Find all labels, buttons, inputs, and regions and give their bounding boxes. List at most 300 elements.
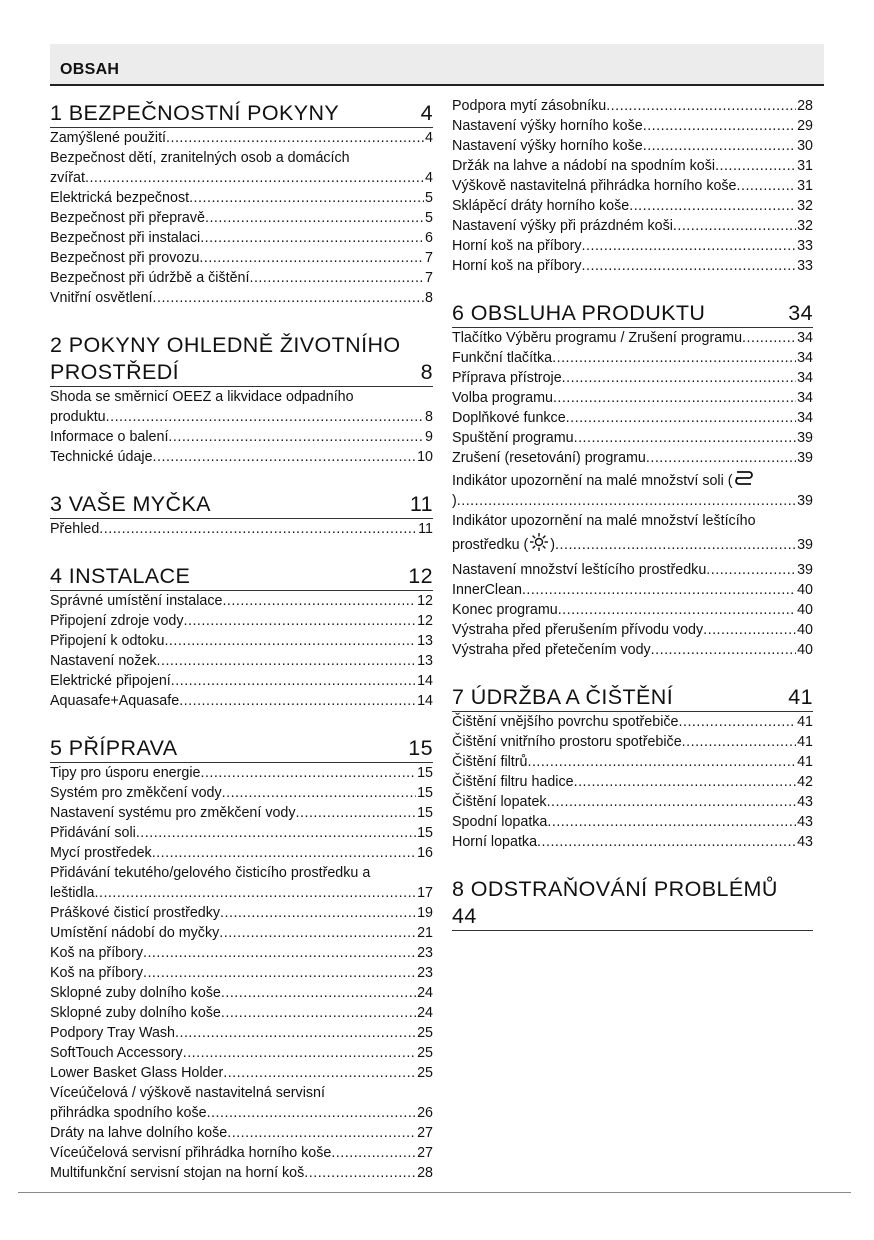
toc-entry-continuation: [50, 407, 433, 427]
toc-entry-cont-text: přihrádka spodního koše: [50, 1105, 207, 1121]
toc-entry[interactable]: [452, 812, 813, 832]
toc-entry[interactable]: [50, 1023, 433, 1043]
toc-entry-label: Multifunkční servisní stojan na horní koš: [50, 1165, 305, 1181]
toc-entry-page: 4: [425, 130, 433, 146]
leader-dots: [555, 531, 796, 560]
toc-entry-label: Aquasafe+Aquasafe: [50, 693, 180, 709]
toc-entry-label: Správné umístění instalace: [50, 593, 223, 609]
toc-entry-label: Lower Basket Glass Holder: [50, 1065, 224, 1081]
toc-entry-label: Víceúčelová servisní přihrádka horního koše: [50, 1145, 332, 1161]
toc-entry[interactable]: [452, 772, 813, 792]
toc-entry-page: 27: [417, 1145, 433, 1161]
toc-entry-page: 34: [797, 410, 813, 426]
toc-entry[interactable]: [50, 128, 433, 148]
leader-dots: [527, 752, 796, 772]
toc-entry-page: 10: [417, 449, 433, 465]
toc-section: [50, 559, 433, 711]
toc-entry[interactable]: [50, 823, 433, 843]
toc-entry-label: Zamýšlené použití: [50, 130, 167, 146]
toc-entry-page: 42: [797, 774, 813, 790]
toc-entry-continuation: [50, 1103, 433, 1123]
section-heading-title: 7 ÚDRŽBA A ČIŠTĚNÍ: [452, 685, 674, 709]
leader-dots: [522, 580, 796, 600]
toc-entry[interactable]: [50, 387, 433, 427]
toc-entry[interactable]: [452, 712, 813, 732]
toc-entry-cont-text: produktu: [50, 409, 106, 425]
toc-continued-entries: [452, 96, 813, 276]
toc-entry-continuation: [50, 168, 433, 188]
toc-right-column: [452, 96, 813, 951]
toc-entry-label-text: Bezpečnost dětí, zranitelných osob a domácích: [50, 150, 350, 166]
section-heading-title: 2 POKYNY OHLEDNĚ ŽIVOTNÍHO PROSTŘEDÍ: [50, 333, 401, 384]
toc-entry[interactable]: [50, 1123, 433, 1143]
toc-entry[interactable]: [50, 447, 433, 467]
leader-dots: [249, 268, 424, 288]
toc-entry-page: 7: [425, 270, 433, 286]
toc-entry[interactable]: [50, 188, 433, 208]
toc-entry[interactable]: [452, 216, 813, 236]
toc-entry-cont-text: prostředku (: [452, 537, 529, 553]
toc-entry[interactable]: [50, 903, 433, 923]
toc-entry-label: Horní koš na příbory: [452, 258, 582, 274]
section-heading-title: 6 OBSLUHA PRODUKTU: [452, 301, 706, 325]
toc-header-bar: [50, 44, 824, 86]
toc-entry-page: 13: [417, 653, 433, 669]
toc-entry-page: 31: [797, 158, 813, 174]
toc-entry-label: Dráty na lahve dolního koše: [50, 1125, 228, 1141]
toc-entry-label-text: Indikátor upozornění na malé množství leštícího: [452, 513, 756, 529]
toc-entry[interactable]: [50, 963, 433, 983]
toc-entry-page: 13: [417, 633, 433, 649]
toc-entry-label: Bezpečnost při údržbě a čištění: [50, 270, 250, 286]
toc-entry-continuation: [452, 531, 813, 560]
toc-entry[interactable]: [452, 328, 813, 348]
toc-entry[interactable]: [50, 843, 433, 863]
toc-entry-label: Sklopné zuby dolního koše: [50, 985, 221, 1001]
leader-dots: [643, 116, 796, 136]
toc-entry-label: Mycí prostředek: [50, 845, 152, 861]
leader-dots: [547, 792, 797, 812]
toc-entry-page: 40: [797, 602, 813, 618]
toc-entry[interactable]: [452, 560, 813, 580]
toc-entry-page: 12: [417, 593, 433, 609]
toc-entry[interactable]: [452, 368, 813, 388]
toc-title: OBSAH: [60, 61, 120, 78]
toc-entry-label: Připojení k odtoku: [50, 633, 165, 649]
toc-section: [50, 328, 433, 467]
leader-dots: [175, 1023, 416, 1043]
section-heading-page: 41: [788, 685, 813, 709]
toc-entry[interactable]: [452, 96, 813, 116]
toc-entry-page: 39: [797, 562, 813, 578]
toc-entry-page: 15: [417, 785, 433, 801]
section-heading-page: 12: [408, 564, 433, 588]
leader-dots: [574, 772, 797, 792]
section-heading-title: 1 BEZPEČNOSTNÍ POKYNY: [50, 101, 340, 125]
toc-entry-label-text: Indikátor upozornění na malé množství soli (: [452, 473, 733, 489]
toc-entry-page: 30: [797, 138, 813, 154]
toc-entry-label-text: Přidávání tekutého/gelového čisticího prostředku a: [50, 865, 371, 881]
toc-entry[interactable]: [50, 228, 433, 248]
toc-entry-label-text: Shoda se směrnicí OEEZ a likvidace odpadního: [50, 389, 354, 405]
toc-entry-page: 23: [417, 965, 433, 981]
leader-dots: [457, 491, 796, 511]
leader-dots: [552, 348, 796, 368]
leader-dots: [199, 248, 424, 268]
toc-entry-label: Zrušení (resetování) programu: [452, 450, 646, 466]
toc-entry-label: Přehled: [50, 521, 100, 537]
toc-entry-label: Čištění vnitřního prostoru spotřebiče: [452, 734, 682, 750]
toc-entry-label: Umístění nádobí do myčky: [50, 925, 220, 941]
toc-entry-page: 29: [797, 118, 813, 134]
leader-dots: [171, 671, 416, 691]
toc-entry-label: Nastavení výšky při prázdném koši: [452, 218, 673, 234]
toc-entry-page: 26: [417, 1105, 433, 1121]
toc-entry-label: Příprava přístroje: [452, 370, 562, 386]
toc-entry[interactable]: [50, 943, 433, 963]
toc-entry-page: 4: [425, 170, 433, 186]
toc-entry[interactable]: [452, 640, 813, 660]
toc-entry[interactable]: [50, 923, 433, 943]
toc-entry-page: 24: [417, 985, 433, 1001]
toc-entry-label-cont: [50, 883, 95, 903]
toc-entry-label-text: Víceúčelová / výškově nastavitelná servisní: [50, 1085, 325, 1101]
toc-entry[interactable]: [50, 863, 433, 903]
leader-dots: [737, 176, 797, 196]
leader-dots: [221, 983, 416, 1003]
toc-entry-page: 24: [417, 1005, 433, 1021]
toc-entry-label: Funkční tlačítka: [452, 350, 553, 366]
toc-entry[interactable]: [452, 732, 813, 752]
toc-entry-page: 7: [425, 250, 433, 266]
toc-entry[interactable]: [452, 580, 813, 600]
leader-dots: [296, 803, 417, 823]
toc-entry-page: 34: [797, 370, 813, 386]
leader-dots: [643, 136, 796, 156]
toc-entry-page: 33: [797, 258, 813, 274]
toc-entry-label: Spuštění programu: [452, 430, 574, 446]
leader-dots: [331, 1143, 416, 1163]
toc-section: [50, 96, 433, 308]
leader-dots: [558, 600, 796, 620]
leader-dots: [184, 611, 417, 631]
toc-entry[interactable]: [50, 1043, 433, 1063]
toc-entry-page: 17: [417, 885, 433, 901]
toc-entry-page: 19: [417, 905, 433, 921]
toc-entry-label: [452, 468, 813, 491]
toc-left-column: [50, 96, 433, 1203]
toc-entry-page: 8: [425, 409, 433, 425]
leader-dots: [222, 783, 416, 803]
toc-entry-page: 15: [417, 825, 433, 841]
toc-entry-cont-text: ): [452, 493, 457, 509]
section-heading-page: 15: [408, 736, 433, 760]
toc-entry-cont-after: ): [550, 537, 556, 553]
toc-entry-label: Práškové čisticí prostředky: [50, 905, 221, 921]
toc-entry[interactable]: [452, 116, 813, 136]
section-heading[interactable]: [50, 328, 433, 387]
leader-dots: [582, 236, 797, 256]
salt-icon: [733, 468, 755, 488]
toc-entry[interactable]: [50, 591, 433, 611]
section-heading-page: 8: [420, 360, 433, 384]
toc-entry-page: 40: [797, 622, 813, 638]
toc-entry[interactable]: [452, 468, 813, 511]
toc-entry[interactable]: [50, 651, 433, 671]
toc-entry[interactable]: [452, 448, 813, 468]
toc-entry-label: [50, 148, 433, 168]
section-heading[interactable]: [452, 680, 813, 712]
toc-entry-label: SoftTouch Accessory: [50, 1045, 183, 1061]
toc-entry[interactable]: [452, 136, 813, 156]
leader-dots: [537, 832, 796, 852]
leader-dots: [168, 427, 424, 447]
toc-entry-label: Nastavení systému pro změkčení vody: [50, 805, 296, 821]
toc-entry[interactable]: [452, 176, 813, 196]
toc-entry[interactable]: [50, 763, 433, 783]
toc-entry[interactable]: [452, 256, 813, 276]
toc-entry-label: Výstraha před přetečením vody: [452, 642, 651, 658]
toc-entry[interactable]: [50, 983, 433, 1003]
leader-dots: [629, 196, 796, 216]
leader-dots: [221, 1003, 416, 1023]
section-heading[interactable]: [452, 296, 813, 328]
toc-entry-page: 34: [797, 350, 813, 366]
section-heading[interactable]: [50, 96, 433, 128]
toc-entry-label: Bezpečnost při provozu: [50, 250, 200, 266]
toc-entry-label: Bezpečnost při instalaci: [50, 230, 201, 246]
toc-entry-page: 16: [417, 845, 433, 861]
toc-entry-label: Volba programu: [452, 390, 553, 406]
leader-dots: [673, 216, 796, 236]
toc-entry[interactable]: [452, 752, 813, 772]
leader-dots: [646, 448, 796, 468]
toc-entry-page: 32: [797, 218, 813, 234]
leader-dots: [179, 691, 416, 711]
toc-entry[interactable]: [50, 1143, 433, 1163]
leader-dots: [566, 408, 796, 428]
leader-dots: [136, 823, 416, 843]
leader-dots: [219, 923, 416, 943]
toc-entry[interactable]: [50, 691, 433, 711]
section-heading-page: 4: [420, 101, 433, 125]
leader-dots: [166, 128, 424, 148]
toc-entry-label: Čištění filtrů: [452, 754, 528, 770]
leader-dots: [153, 288, 425, 308]
toc-entry-label: Koš na příbory: [50, 945, 143, 961]
toc-entry-label: Doplňkové funkce: [452, 410, 566, 426]
toc-entry-label: Informace o balení: [50, 429, 169, 445]
toc-entry[interactable]: [452, 408, 813, 428]
toc-entry-label: Čištění vnějšího povrchu spotřebiče: [452, 714, 679, 730]
leader-dots: [183, 1043, 416, 1063]
toc-entry-label-cont: [50, 168, 85, 188]
toc-entry[interactable]: [50, 248, 433, 268]
toc-entry[interactable]: [452, 511, 813, 560]
leader-dots: [205, 208, 424, 228]
toc-entry-continuation: [452, 491, 813, 511]
section-heading[interactable]: [50, 487, 433, 519]
toc-entry[interactable]: [50, 611, 433, 631]
toc-entry-page: 14: [417, 673, 433, 689]
leader-dots: [547, 812, 796, 832]
leader-dots: [223, 1063, 416, 1083]
toc-entry[interactable]: [50, 1163, 433, 1183]
toc-entry-page: 39: [797, 450, 813, 466]
section-heading[interactable]: [452, 872, 813, 931]
toc-entry[interactable]: [452, 348, 813, 368]
toc-entry-page: 6: [425, 230, 433, 246]
toc-entry[interactable]: [50, 1003, 433, 1023]
toc-entry-page: 39: [797, 493, 813, 509]
toc-entry[interactable]: [50, 148, 433, 188]
toc-entry-label: Nastavení výšky horního koše: [452, 138, 643, 154]
toc-entry-label: Podpory Tray Wash: [50, 1025, 176, 1041]
leader-dots: [553, 388, 796, 408]
toc-entry-page: 43: [797, 834, 813, 850]
toc-entry-label: [452, 511, 813, 531]
toc-entry-page: 27: [417, 1125, 433, 1141]
toc-entry-page: 28: [797, 98, 813, 114]
leader-dots: [85, 168, 424, 188]
toc-entry-page: 41: [797, 754, 813, 770]
toc-entry-cont-text: zvířat: [50, 170, 85, 186]
leader-dots: [706, 560, 796, 580]
toc-entry-page: 43: [797, 814, 813, 830]
toc-entry-continuation: [50, 883, 433, 903]
toc-entry-page: 25: [417, 1025, 433, 1041]
toc-entry-label: Konec programu: [452, 602, 558, 618]
toc-entry-label: Nastavení množství leštícího prostředku: [452, 562, 707, 578]
toc-entry-label: Elektrické připojení: [50, 673, 171, 689]
toc-entry-label: Vnitřní osvětlení: [50, 290, 153, 306]
toc-entry-page: 34: [797, 330, 813, 346]
toc-entry[interactable]: [452, 196, 813, 216]
toc-entry[interactable]: [50, 783, 433, 803]
toc-entry-label: Bezpečnost při přepravě: [50, 210, 205, 226]
toc-entry[interactable]: [50, 803, 433, 823]
leader-dots: [582, 256, 797, 276]
leader-dots: [651, 640, 796, 660]
toc-entry-label: Výstraha před přerušením přívodu vody: [452, 622, 704, 638]
leader-dots: [679, 712, 797, 732]
toc-entry-label: Sklopné zuby dolního koše: [50, 1005, 221, 1021]
toc-entry-page: 25: [417, 1065, 433, 1081]
toc-entry-cont-text: leštidla: [50, 885, 95, 901]
toc-entry-page: 31: [797, 178, 813, 194]
toc-entry-label: Držák na lahve a nádobí na spodním koši: [452, 158, 716, 174]
leader-dots: [99, 519, 417, 539]
toc-entry[interactable]: [50, 288, 433, 308]
leader-dots: [200, 228, 424, 248]
toc-entry[interactable]: [452, 236, 813, 256]
toc-entry-label: Nastavení výšky horního koše: [452, 118, 643, 134]
toc-entry-label: Podpora mytí zásobníku: [452, 98, 607, 114]
leader-dots: [207, 1103, 417, 1123]
toc-entry[interactable]: [452, 620, 813, 640]
toc-entry-label: [50, 863, 433, 883]
toc-entry-page: 5: [425, 190, 433, 206]
toc-entry[interactable]: [452, 792, 813, 812]
leader-dots: [189, 188, 424, 208]
toc-entry[interactable]: [452, 388, 813, 408]
leader-dots: [95, 883, 417, 903]
toc-entry-label: [50, 1083, 433, 1103]
section-heading-title: 5 PŘÍPRAVA: [50, 736, 178, 760]
leader-dots: [222, 591, 416, 611]
leader-dots: [152, 843, 416, 863]
toc-entry-page: 39: [797, 430, 813, 446]
toc-entry-page: 39: [797, 537, 813, 553]
toc-entry-label: Sklápěcí dráty horního koše: [452, 198, 630, 214]
toc-entry-page: 28: [417, 1165, 433, 1181]
footer-divider: [18, 1192, 851, 1193]
toc-entry-page: 43: [797, 794, 813, 810]
leader-dots: [200, 763, 416, 783]
leader-dots: [153, 447, 417, 467]
leader-dots: [304, 1163, 416, 1183]
section-heading-page: 44: [452, 904, 477, 928]
toc-section: [452, 872, 813, 931]
leader-dots: [143, 963, 416, 983]
toc-entry-page: 23: [417, 945, 433, 961]
toc-section: [50, 731, 433, 1183]
toc-entry[interactable]: [50, 631, 433, 651]
toc-entry[interactable]: [50, 427, 433, 447]
leader-dots: [106, 407, 424, 427]
toc-entry-page: 15: [417, 765, 433, 781]
toc-entry-page: 25: [417, 1045, 433, 1061]
section-heading-page: 34: [788, 301, 813, 325]
leader-dots: [227, 1123, 416, 1143]
toc-entry[interactable]: [50, 519, 433, 539]
toc-entry-label: Technické údaje: [50, 449, 153, 465]
toc-entry[interactable]: [50, 268, 433, 288]
toc-entry[interactable]: [50, 208, 433, 228]
toc-entry[interactable]: [452, 428, 813, 448]
toc-entry-label: Spodní lopatka: [452, 814, 548, 830]
toc-entry-label: Připojení zdroje vody: [50, 613, 184, 629]
toc-entry[interactable]: [452, 600, 813, 620]
section-heading[interactable]: [50, 731, 433, 763]
leader-dots: [715, 156, 796, 176]
toc-section: [452, 680, 813, 852]
leader-dots: [143, 943, 416, 963]
toc-entry[interactable]: [50, 1063, 433, 1083]
toc-entry-page: 34: [797, 390, 813, 406]
toc-entry[interactable]: [452, 832, 813, 852]
toc-entry[interactable]: [50, 671, 433, 691]
toc-entry-label: InnerClean: [452, 582, 522, 598]
toc-entry[interactable]: [452, 156, 813, 176]
leader-dots: [164, 631, 416, 651]
rinse-aid-icon: [528, 532, 550, 552]
toc-entry-label: Tipy pro úsporu energie: [50, 765, 201, 781]
section-heading[interactable]: [50, 559, 433, 591]
section-heading-page: 11: [409, 492, 433, 516]
toc-entry[interactable]: [50, 1083, 433, 1123]
toc-entry-label: Tlačítko Výběru programu / Zrušení programu: [452, 330, 743, 346]
toc-entry-label-cont: [50, 407, 106, 427]
toc-right-sections: [452, 296, 813, 931]
leader-dots: [682, 732, 796, 752]
toc-entry-label: Přidávání soli: [50, 825, 136, 841]
toc-entry-page: 5: [425, 210, 433, 226]
toc-entry-page: 12: [417, 613, 433, 629]
toc-entry-page: 21: [417, 925, 433, 941]
section-heading-title: 3 VAŠE MYČKA: [50, 492, 211, 516]
leader-dots: [703, 620, 796, 640]
